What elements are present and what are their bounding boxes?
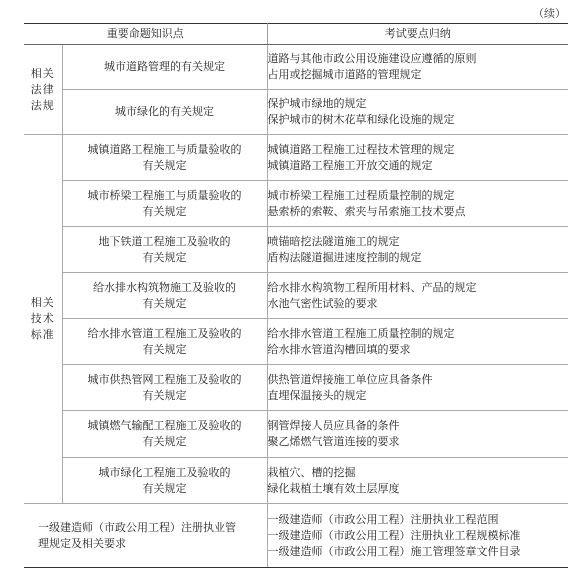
- row-topic: 城市道路管理的有关规定: [62, 45, 267, 90]
- row-points: 给水排水构筑物工程所用材料、产品的规定 水池气密性试验的要求: [267, 273, 568, 319]
- table-header-row: [24, 24, 568, 45]
- row-topic: 给水排水构筑物施工及验收的 有关规定: [62, 273, 267, 319]
- table-row: [24, 458, 568, 504]
- row-topic: 城市桥梁工程施工与质量验收的 有关规定: [62, 181, 267, 227]
- row-points: 保护城市绿地的规定 保护城市的树木花草和绿化设施的规定: [267, 90, 568, 135]
- table-row: [24, 45, 568, 90]
- knowledge-table: [24, 23, 568, 568]
- row-points: 供热管道焊接施工单位应具备条件 直埋保温接头的规定: [267, 365, 568, 411]
- header-knowledge: 重要命题知识点: [24, 24, 267, 45]
- row-points: 钢管焊接人员应具备的条件 聚乙烯燃气管道连接的要求: [267, 411, 568, 458]
- table-row: [24, 90, 568, 135]
- table-row: [24, 319, 568, 365]
- row-points: 一级建造师（市政公用工程）注册执业工程范围 一级建造师（市政公用工程）注册执业工程规模标准 一级建造师（市政公用工程）施工管理签章文件目录: [267, 504, 568, 568]
- table-row: [24, 181, 568, 227]
- row-points: 城镇道路工程施工过程技术管理的规定 城镇道路工程施工开放交通的规定: [267, 135, 568, 181]
- table-row: [24, 273, 568, 319]
- row-topic: 城市绿化工程施工及验收的 有关规定: [62, 458, 267, 504]
- row-topic: 给水排水管道工程施工及验收的 有关规定: [62, 319, 267, 365]
- row-topic: 一级建造师（市政公用工程）注册执业管 理规定及相关要求: [24, 504, 267, 568]
- row-points: 栽植穴、槽的挖掘 绿化栽植土壤有效土层厚度: [267, 458, 568, 504]
- row-topic: 城镇道路工程施工与质量验收的 有关规定: [62, 135, 267, 181]
- row-points: 给水排水管道工程施工质量控制的规定 给水排水管道沟槽回填的要求: [267, 319, 568, 365]
- row-points: 喷锚暗挖法隧道施工的规定 盾构法隧道掘进速度控制的规定: [267, 227, 568, 273]
- category-tech: 相关 技术 标准: [24, 135, 62, 504]
- table-row: [24, 227, 568, 273]
- row-topic: 地下铁道工程施工及验收的 有关规定: [62, 227, 267, 273]
- row-topic: 城市绿化的有关规定: [62, 90, 267, 135]
- table-row: [24, 411, 568, 458]
- table-row: [24, 135, 568, 181]
- row-points: 道路与其他市政公用设施建设应遵循的原则 占用或挖掘城市道路的管理规定: [267, 45, 568, 90]
- table-row: [24, 365, 568, 411]
- header-points: 考试要点归纳: [267, 24, 568, 45]
- row-topic: 城市供热管网工程施工及验收的 有关规定: [62, 365, 267, 411]
- row-points: 城市桥梁工程施工过程质量控制的规定 悬索桥的索鞍、索夹与吊索施工技术要点: [267, 181, 568, 227]
- continued-label: （续）: [533, 7, 566, 20]
- category-law: 相关 法律 法规: [24, 45, 62, 135]
- table-row: [24, 504, 568, 568]
- row-topic: 城镇燃气输配工程施工及验收的 有关规定: [62, 411, 267, 458]
